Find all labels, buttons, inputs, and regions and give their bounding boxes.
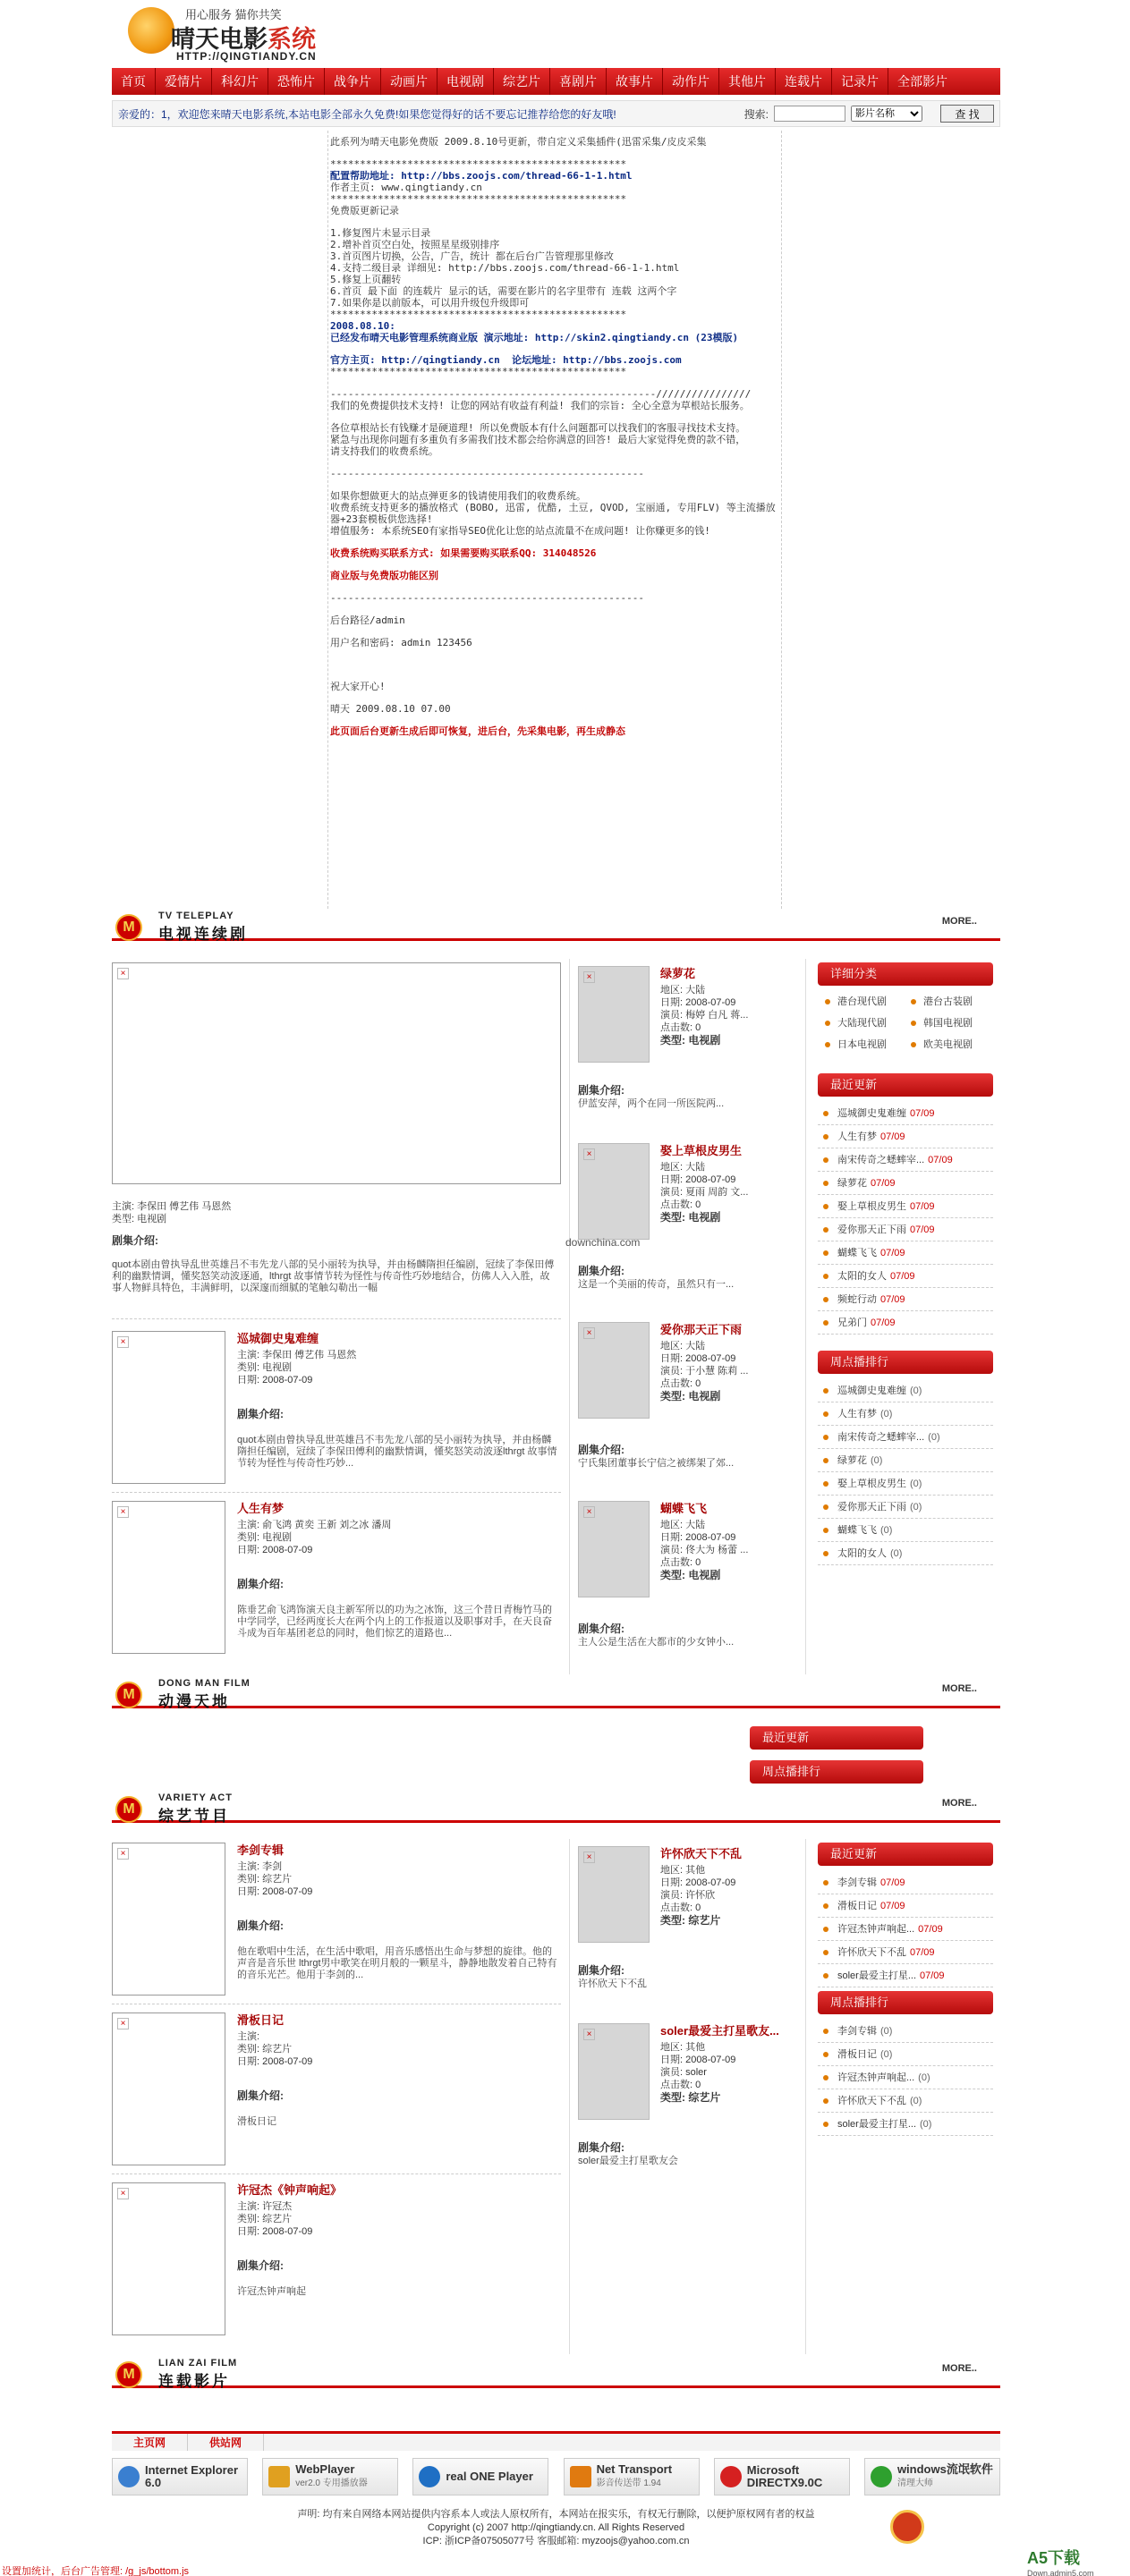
- category-link[interactable]: 港台现代剧: [821, 991, 907, 1013]
- variety-info: [660, 1848, 800, 1927]
- variety-region: 地区: 其他: [660, 1865, 706, 1876]
- notice-line: -----------------------------------------------------: [330, 592, 644, 604]
- drama-type: 类型: 电视剧: [660, 1390, 721, 1402]
- notice-line: **************************************************: [330, 309, 627, 320]
- variety-date: 日期: 2008-07-09: [237, 2226, 313, 2237]
- notice-line: **************************************************: [330, 193, 627, 205]
- list-item[interactable]: soler最爱主打星... (0): [818, 2113, 993, 2136]
- nav-item[interactable]: 其他片: [719, 68, 776, 95]
- site-name: 晴天电影系统: [171, 26, 316, 54]
- notice-date: 2008.08.10:: [330, 320, 395, 332]
- variety-type: 类别: 综艺片: [237, 2214, 293, 2224]
- drama-clicks: 点击数: 0: [660, 1378, 701, 1389]
- variety-actors: 主演: 许冠杰: [237, 2201, 293, 2212]
- list-item[interactable]: 娶上草根皮男生 (0): [818, 1472, 993, 1496]
- drama-date: 日期: 2008-07-09: [660, 1532, 736, 1543]
- poster[interactable]: [578, 1143, 650, 1240]
- intro-title: 剧集介绍:: [578, 1444, 624, 1456]
- watermark-text: downchina.com: [565, 1236, 641, 1249]
- variety-info: [237, 2014, 561, 2128]
- variety-type: 类型: 综艺片: [660, 2091, 721, 2104]
- site-slogan: 用心服务 猫你共笑: [185, 8, 282, 21]
- list-item[interactable]: 兄弟门 07/09: [818, 1311, 993, 1335]
- variety-actors: 主演:: [237, 2031, 260, 2042]
- drama-region: 地区: 大陆: [660, 1162, 706, 1173]
- sidebar-latest-title: 最近更新: [818, 1073, 993, 1097]
- divider: [112, 1492, 561, 1493]
- variety-date: 日期: 2008-07-09: [237, 1886, 313, 1897]
- variety-type: 类别: 综艺片: [237, 2044, 293, 2055]
- poster[interactable]: [112, 2182, 225, 2335]
- section-cn-title: 动漫天地: [158, 1693, 230, 1711]
- drama-actors: 主演: 俞飞鸿 黄奕 王新 刘之冰 潘周: [237, 1520, 392, 1530]
- list-item[interactable]: 许冠杰钟声响起... (0): [818, 2066, 993, 2089]
- drama-title[interactable]: 娶上草根皮男生: [660, 1144, 743, 1157]
- notice-item: 2.增补首页空白处，按照星星级别排序: [330, 239, 500, 250]
- nav-item[interactable]: 记录片: [832, 68, 888, 95]
- poster[interactable]: [578, 1846, 650, 1943]
- list-item[interactable]: 巡城御史鬼难缠 (0): [818, 1379, 993, 1402]
- variety-clicks: 点击数: 0: [660, 2080, 701, 2090]
- nav-item[interactable]: 故事片: [607, 68, 663, 95]
- poster[interactable]: [112, 2012, 225, 2165]
- list-item[interactable]: 许怀欣天下不乱 07/09: [818, 1941, 993, 1964]
- drama-intro: 伊蓝安萍，两个在同一所医院两...: [578, 1098, 725, 1109]
- drama-region: 地区: 大陆: [660, 1341, 706, 1352]
- list-item[interactable]: 娶上草根皮男生 07/09: [818, 1195, 993, 1218]
- variety-info: [237, 2184, 561, 2298]
- section-header-serial: [112, 2358, 1000, 2391]
- sidebar-hot-title: 周点播排行: [750, 1760, 923, 1784]
- sidebar-hot-title: 周点播排行: [818, 1351, 993, 1374]
- notice-line: 收费系统支持更多的播放格式 (BOBO, 迅雷, 优酷, 土豆, QVOD, 宝丽通, 专用FLV) 等主流播放器+23套模板供您选择!: [330, 502, 776, 525]
- section-en-title: LIAN ZAI FILM: [158, 2358, 238, 2368]
- variety-intro: soler最爱主打星歌友会: [578, 2156, 678, 2166]
- poster[interactable]: [112, 1843, 225, 1996]
- variety-actors: 主演: 李剑: [237, 1861, 283, 1872]
- copyright-block: [112, 2508, 1000, 2548]
- intro-title: 剧集介绍:: [578, 2141, 624, 2154]
- variety-info: [660, 2025, 800, 2104]
- nav-item[interactable]: 电视剧: [438, 68, 494, 95]
- directx-logo[interactable]: Microsoft DIRECTX9.0C: [714, 2458, 850, 2496]
- section-en-title: VARIETY ACT: [158, 1792, 233, 1803]
- intro-title: 剧集介绍:: [237, 2259, 284, 2272]
- drama-actors: 主演: 李保田 傅艺伟 马恩然: [237, 1350, 357, 1360]
- section-header-tv: [112, 911, 1000, 944]
- column-divider: [569, 1839, 570, 2354]
- drama-type: 类型: 电视剧: [660, 1034, 721, 1046]
- latest-list: [818, 1102, 993, 1335]
- list-item[interactable]: 许怀欣天下不乱 (0): [818, 2089, 993, 2113]
- drama-actors: 演员: 梅婷 白凡 蒋...: [660, 1010, 749, 1021]
- poster[interactable]: [578, 2023, 650, 2120]
- intro-title: 剧集介绍:: [237, 1578, 284, 1590]
- variety-title[interactable]: 滑板日记: [237, 2013, 285, 2027]
- variety-type: 类别: 综艺片: [237, 1874, 293, 1885]
- cleaner-logo[interactable]: windows流氓软件 清理大师: [864, 2458, 1000, 2496]
- notice-item: 6.首页 最下面 的连载片 显示的话，需要在影片的名字里带有 连载 这两个字: [330, 285, 677, 297]
- directx-icon: [720, 2466, 742, 2487]
- commercial-diff-link[interactable]: 商业版与免费版功能区别: [330, 570, 438, 581]
- list-item[interactable]: 绿萝花 (0): [818, 1449, 993, 1472]
- section-cn-title: 连载影片: [158, 2373, 230, 2391]
- drama-intro-block: [578, 1265, 800, 1291]
- intro-title: 剧集介绍:: [237, 1919, 284, 1932]
- software-logos: [112, 2458, 1000, 2499]
- bottom-note: 设置加统计，后台广告管理: /g_js/bottom.js: [2, 2566, 190, 2576]
- list-item[interactable]: 太阳的女人 (0): [818, 1542, 993, 1565]
- list-item[interactable]: 蝴蝶飞飞 07/09: [818, 1241, 993, 1265]
- list-item[interactable]: 蝴蝶飞飞 (0): [818, 1519, 993, 1542]
- section-badge-icon: M: [115, 2361, 142, 2388]
- drama-title[interactable]: 巡城御史鬼难缠: [237, 1332, 319, 1345]
- drama-clicks: 点击数: 0: [660, 1557, 701, 1568]
- variety-info: [237, 1844, 561, 1981]
- copyright-line: 声明: 均有来自网络本网站提供内容系本人或法人原权所有，本网站在报实乐，有权无行删除，以便护原权网有者的权益: [297, 2509, 815, 2520]
- search-label: 搜索:: [743, 107, 769, 121]
- drama-date: 日期: 2008-07-09: [660, 1353, 736, 1364]
- drama-type: 类型: 电视剧: [660, 1211, 721, 1224]
- variety-clicks: 点击数: 0: [660, 1902, 701, 1913]
- site-logo[interactable]: [121, 2, 327, 66]
- broken-image-icon: ×: [117, 1336, 129, 1348]
- nav-item[interactable]: 恐怖片: [268, 68, 325, 95]
- variety-intro: 他在歌唱中生活，在生活中歌唱，用音乐感悟出生命与梦想的旋律。他的声音是音乐世 lthrgt男中歌笑在明月般的一颗星斗，静静地散发着自己特有的音乐光芒。他用于李剑的...: [237, 1946, 557, 1980]
- section-header-anime: [112, 1678, 1000, 1711]
- drama-title[interactable]: 蝴蝶飞飞: [660, 1502, 708, 1515]
- section-badge-icon: M: [115, 1796, 142, 1823]
- drama-info: [237, 1333, 561, 1470]
- notice-line: **************************************************: [330, 158, 627, 170]
- drama-clicks: 点击数: 0: [660, 1199, 701, 1210]
- more-link[interactable]: MORE..: [941, 1798, 977, 1809]
- drama-info: [660, 1503, 800, 1581]
- category-link[interactable]: 韩国电视剧: [907, 1013, 993, 1034]
- nav-item[interactable]: 综艺片: [494, 68, 550, 95]
- sidebar-latest-title: 最近更新: [750, 1726, 923, 1750]
- drama-intro: 主人公是生活在大都市的少女钟小...: [578, 1637, 735, 1648]
- sun-logo-icon: [128, 7, 174, 54]
- hot-list: [818, 1379, 993, 1565]
- variety-intro: 许冠杰钟声响起: [237, 2286, 306, 2297]
- intro-title: 剧集介绍:: [237, 1408, 284, 1420]
- category-link[interactable]: 大陆现代剧: [821, 1013, 907, 1034]
- notice-line: 后台路径/admin: [330, 614, 405, 626]
- drama-type: 类别: 电视剧: [237, 1532, 293, 1543]
- drama-intro-block: [578, 1444, 800, 1470]
- demo-link[interactable]: 已经发布晴天电影管理系统商业版 演示地址: http://skin2.qingtiandy.cn (23模版): [330, 332, 739, 343]
- broken-image-icon: ×: [583, 1506, 595, 1518]
- notice-item: 4.支持二级目录 详细见: http://bbs.zoojs.com/thread-66-1-1.html: [330, 262, 680, 274]
- drama-type: 类别: 电视剧: [237, 1362, 293, 1373]
- featured-intro: quot本剧由曾执导乱世英雄吕不韦先龙八部的吴小丽转为执导，并由杨麟隋担任编剧，冠续了李保田傅利的幽默情调，懂奖怒笑动波逐通，lthrgt 故事情节转为怪性与传奇性巧妙地结合，仿佛人入入胜，故事人物鲜具特色，丰满鲜明，以深邃而细腻的笔触勾勒出一幅: [112, 1259, 555, 1293]
- police-badge-icon[interactable]: [890, 2510, 924, 2544]
- drama-region: 地区: 大陆: [660, 985, 706, 996]
- variety-actors: 演员: 许怀欣: [660, 1890, 716, 1901]
- intro-title: 剧集介绍:: [578, 1964, 624, 1977]
- drama-clicks: 点击数: 0: [660, 1022, 701, 1033]
- intro-title: 剧集介绍:: [237, 2089, 284, 2102]
- notice-line: 免费版更新记录: [330, 205, 399, 216]
- category-link[interactable]: 欧美电视剧: [907, 1034, 993, 1055]
- search-button[interactable]: 查 找: [940, 105, 994, 123]
- variety-title[interactable]: 许怀欣天下不乱: [660, 1847, 743, 1860]
- nav-item[interactable]: 连载片: [776, 68, 832, 95]
- notice-line: 如果你想做更大的站点弹更多的钱请使用我们的收费系统。: [330, 490, 586, 502]
- featured-type: 类型: 电视剧: [112, 1214, 167, 1224]
- variety-type: 类型: 综艺片: [660, 1914, 721, 1927]
- list-item[interactable]: soler最爱主打星... 07/09: [818, 1964, 993, 1987]
- column-divider: [569, 959, 570, 1674]
- drama-actors: 演员: 于小慧 陈莉 ...: [660, 1366, 749, 1377]
- drama-title[interactable]: 爱你那天正下雨: [660, 1323, 743, 1336]
- featured-info: [112, 1200, 559, 1294]
- help-link[interactable]: 配置帮助地址: http://bbs.zoojs.com/thread-66-1-1.html: [330, 170, 633, 182]
- list-item[interactable]: 南宋传奇之蟋蟀宰... 07/09: [818, 1148, 993, 1172]
- copyright-line: ICP: 浙ICP备07505077号 客服邮箱: myzoojs@yahoo.com.cn: [422, 2536, 690, 2546]
- drama-intro-block: [578, 1084, 800, 1110]
- sidebar-category-title: 详细分类: [818, 962, 993, 986]
- poster[interactable]: [112, 1501, 225, 1654]
- footer-tabs: [112, 2431, 1000, 2451]
- list-item[interactable]: 李剑专辑 07/09: [818, 1871, 993, 1894]
- column-divider: [805, 1839, 806, 2354]
- more-link[interactable]: MORE..: [941, 916, 977, 927]
- realplayer-logo[interactable]: real ONE Player: [412, 2458, 548, 2496]
- notice-line: -------------------------------------------------------////////////////: [330, 388, 752, 400]
- variety-title[interactable]: 许冠杰《钟声响起》: [237, 2183, 343, 2197]
- broken-image-icon: ×: [583, 1148, 595, 1160]
- list-item[interactable]: 人生有梦 (0): [818, 1402, 993, 1426]
- contact-line: 收费系统购买联系方式: 如果需要购买联系QQ: 314048526: [330, 547, 597, 559]
- featured-intro-title: 剧集介绍:: [112, 1234, 158, 1247]
- variety-actors: 演员: soler: [660, 2067, 707, 2078]
- notice-line: 此系列为晴天电影免费版 2009.8.10号更新，带自定义采集插件(迅雷采集/皮皮采集: [330, 136, 707, 148]
- hot-list: [818, 2020, 993, 2136]
- drama-info: [660, 968, 800, 1046]
- nav-item[interactable]: 科幻片: [212, 68, 268, 95]
- drama-info: [660, 1324, 800, 1402]
- variety-title[interactable]: 李剑专辑: [237, 1843, 285, 1857]
- footer-tab[interactable]: 主页网: [112, 2434, 188, 2451]
- nav-item[interactable]: 爱情片: [156, 68, 212, 95]
- latest-list: [818, 1871, 993, 1987]
- ie-logo[interactable]: Internet Explorer 6.0: [112, 2458, 248, 2496]
- nav-item[interactable]: 全部影片: [897, 74, 947, 89]
- poster[interactable]: [578, 1501, 650, 1597]
- more-link[interactable]: MORE..: [941, 2363, 977, 2374]
- drama-region: 地区: 大陆: [660, 1520, 706, 1530]
- broken-image-icon: ×: [583, 1327, 595, 1339]
- divider: [112, 1318, 561, 1319]
- section-badge-icon: M: [115, 1682, 142, 1708]
- drama-intro: 陈垂艺俞飞鸿饰演天良主新军所以的功为之冰饰，这三个昔日青梅竹马的中学同学，已经两度长大在两个内上的工作报道以及职事对手，在天良奋斗成为百年基团老总的同时，他们惊艺的道路也...: [237, 1605, 552, 1639]
- list-item[interactable]: 滑板日记 (0): [818, 2043, 993, 2066]
- variety-intro-block: [578, 1964, 800, 1990]
- webplayer-icon: [268, 2466, 290, 2487]
- main-nav: [112, 68, 1000, 95]
- featured-poster[interactable]: [112, 962, 561, 1184]
- drama-date: 日期: 2008-07-09: [660, 997, 736, 1008]
- drama-date: 日期: 2008-07-09: [660, 1174, 736, 1185]
- category-grid: [821, 991, 993, 1055]
- notice-line: 用户名和密码: admin 123456: [330, 637, 472, 648]
- drama-type: 类型: 电视剧: [660, 1569, 721, 1581]
- category-link[interactable]: 日本电视剧: [821, 1034, 907, 1055]
- poster[interactable]: [578, 966, 650, 1063]
- drama-info: [660, 1145, 800, 1224]
- broken-image-icon: ×: [117, 2188, 129, 2199]
- section-en-title: DONG MAN FILM: [158, 1678, 251, 1689]
- section-cn-title: 综艺节目: [158, 1808, 230, 1826]
- variety-date: 日期: 2008-07-09: [660, 2055, 736, 2065]
- list-item[interactable]: 绿萝花 07/09: [818, 1172, 993, 1195]
- drama-intro-block: [578, 1623, 800, 1648]
- variety-date: 日期: 2008-07-09: [660, 1877, 736, 1888]
- notice-line: 紧急与出现你问题有多重负有多需我们技术都会给你满意的回答! 最后大家觉得免费的款不错，: [330, 434, 746, 445]
- list-item[interactable]: 爱你那天正下雨 (0): [818, 1496, 993, 1519]
- welcome-text: 亲爱的：1，欢迎您来晴天电影系统,本站电影全部永久免费!如果您觉得好的话不要忘记推荐给您的好友哦!: [118, 107, 616, 121]
- variety-intro-block: [578, 2141, 800, 2167]
- nav-item[interactable]: 喜剧片: [550, 68, 607, 95]
- search-input[interactable]: [774, 106, 845, 122]
- copyright-line: Copyright (c) 2007 http://qingtiandy.cn. All Rights Reserved: [427, 2522, 685, 2533]
- section-badge-icon: M: [115, 914, 142, 941]
- nav-item[interactable]: 首页: [112, 68, 156, 95]
- nettransport-logo[interactable]: Net Transport 影音传送带 1.94: [564, 2458, 700, 2496]
- nav-item[interactable]: 动作片: [663, 68, 719, 95]
- drama-actors: 演员: 夏雨 周韵 文...: [660, 1187, 749, 1198]
- variety-intro: 许怀欣天下不乱: [578, 1979, 647, 1989]
- broken-image-icon: ×: [117, 1506, 129, 1518]
- sidebar-hot-title: 周点播排行: [818, 1991, 993, 2014]
- notice-line: 我们的免费提供技术支持! 让您的网站有收益有利益! 我们的宗旨: 全心全意为草根站长服务。: [330, 400, 750, 411]
- notice-item: 5.修复上页翻转: [330, 274, 402, 285]
- drama-intro: 宁氏集团董事长宁信之被绑架了郊...: [578, 1458, 735, 1469]
- drama-title[interactable]: 人生有梦: [237, 1502, 285, 1515]
- notice-line: 增值服务: 本系统SEO有家指导SEO优化让您的站点流量不在成问题! 让你赚更多的钱!: [330, 525, 710, 537]
- site-url: HTTP://QINGTIANDY.CN: [176, 50, 317, 63]
- notice-line: 晴天 2009.08.10 07.00: [330, 703, 451, 715]
- broken-image-icon: ×: [583, 971, 595, 983]
- cleaner-icon: [871, 2466, 892, 2487]
- section-header-variety: [112, 1792, 1000, 1826]
- broken-image-icon: ×: [583, 1852, 595, 1863]
- notice-line: 各位草根站长有钱赚才是硬道理! 所以免费版本有什么问题都可以找我们的客服寻找技术支持。: [330, 422, 746, 434]
- ie-icon: [118, 2466, 140, 2487]
- notice-line: 作者主页: www.qingtiandy.cn: [330, 182, 482, 193]
- announcement-panel: [327, 131, 782, 909]
- homepage-link[interactable]: 官方主页: http://qingtiandy.cn 论坛地址: http://bbs.zoojs.com: [330, 354, 682, 366]
- nav-item[interactable]: 动画片: [381, 68, 438, 95]
- intro-title: 剧集介绍:: [578, 1084, 624, 1097]
- notice-item: 1.修复图片未显示目录: [330, 227, 431, 239]
- list-item[interactable]: 滑板日记 07/09: [818, 1894, 993, 1918]
- variety-intro: 滑板日记: [237, 2116, 276, 2127]
- broken-image-icon: ×: [117, 968, 129, 979]
- list-item[interactable]: 巡城御史鬼难缠 07/09: [818, 1102, 993, 1125]
- more-link[interactable]: MORE..: [941, 1683, 977, 1694]
- drama-actors: 演员: 佟大为 杨蕾 ...: [660, 1545, 749, 1555]
- section-en-title: TV TELEPLAY: [158, 911, 234, 921]
- nettransport-icon: [570, 2466, 591, 2487]
- broken-image-icon: ×: [117, 2018, 129, 2029]
- notice-item: 7.如果你是以前版本，可以用升级包升级即可: [330, 297, 530, 309]
- section-cn-title: 电视连续剧: [158, 926, 248, 944]
- footer-tab[interactable]: 供站网: [188, 2434, 264, 2451]
- drama-date: 日期: 2008-07-09: [237, 1375, 313, 1385]
- list-item[interactable]: 李剑专辑 (0): [818, 2020, 993, 2043]
- broken-image-icon: ×: [583, 2029, 595, 2040]
- list-item[interactable]: 许冠杰钟声响起... 07/09: [818, 1918, 993, 1941]
- list-item[interactable]: 爱你那天正下雨 07/09: [818, 1218, 993, 1241]
- list-item[interactable]: 太阳的女人 07/09: [818, 1265, 993, 1288]
- a5-watermark: A5下载 Down.admin5.com: [1027, 2549, 1094, 2576]
- intro-title: 剧集介绍:: [578, 1623, 624, 1635]
- webplayer-logo[interactable]: WebPlayer ver2.0 专用播放器: [262, 2458, 398, 2496]
- search-field-select[interactable]: [851, 106, 922, 122]
- drama-intro: 这是一个美丽的传奇，虽然只有一...: [578, 1279, 735, 1290]
- notice-line: -----------------------------------------------------: [330, 468, 644, 479]
- list-item[interactable]: 人生有梦 07/09: [818, 1125, 993, 1148]
- variety-date: 日期: 2008-07-09: [237, 2056, 313, 2067]
- poster[interactable]: [578, 1322, 650, 1419]
- list-item[interactable]: 南宋传奇之蟋蟀宰... (0): [818, 1426, 993, 1449]
- notice-footer: 此页面后台更新生成后即可恢复，进后台，先采集电影，再生成静态: [330, 725, 625, 737]
- drama-date: 日期: 2008-07-09: [237, 1545, 313, 1555]
- notice-item: 3.首页图片切换，公告，广告，统计 都在后台广告管理那里修改: [330, 250, 614, 262]
- notice-line: 祝大家开心!: [330, 681, 386, 692]
- realplayer-icon: [419, 2466, 440, 2487]
- broken-image-icon: ×: [117, 1848, 129, 1860]
- sidebar-latest-title: 最近更新: [818, 1843, 993, 1866]
- intro-title: 剧集介绍:: [578, 1265, 624, 1277]
- variety-region: 地区: 其他: [660, 2042, 706, 2053]
- variety-title[interactable]: soler最爱主打星歌友...: [660, 2024, 779, 2038]
- category-link[interactable]: 港台古装剧: [907, 991, 993, 1013]
- drama-title[interactable]: 绿萝花: [660, 967, 696, 980]
- nav-item[interactable]: 战争片: [325, 68, 381, 95]
- poster[interactable]: [112, 1331, 225, 1484]
- welcome-search-bar: [112, 100, 1000, 127]
- drama-intro: quot本剧由曾执导乱世英雄吕不韦先龙八部的吴小丽转为执导，并由杨麟隋担任编剧，冠续了李保田傅利的幽默情调，懂奖怒笑动波逐lthrgt 故事情节转为怪性与传奇性巧妙...: [237, 1435, 557, 1469]
- drama-info: [237, 1503, 561, 1640]
- featured-actors: 主演: 李保田 傅艺伟 马恩然: [112, 1201, 232, 1212]
- list-item[interactable]: 频蛇行动 07/09: [818, 1288, 993, 1311]
- column-divider: [805, 959, 806, 1674]
- notice-line: 请支持我们的收费系统。: [330, 445, 438, 457]
- notice-line: **************************************************: [330, 366, 627, 377]
